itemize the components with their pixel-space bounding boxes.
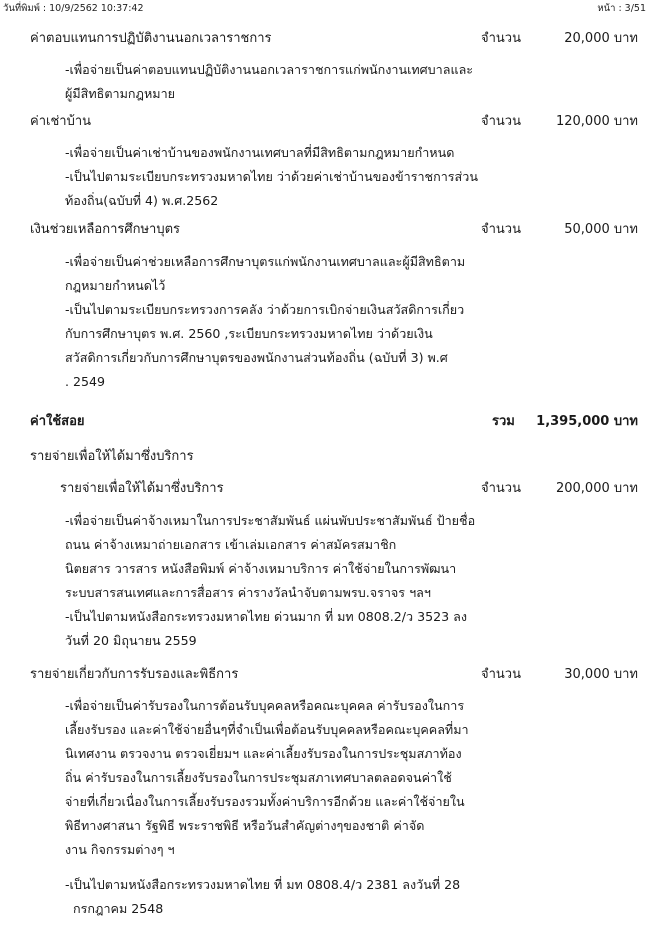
desc-line: -เพื่อจ่ายเป็นค่าเช่าบ้านของพนักงานเทศบาลที่มีสิทธิตามกฎหมายกำหนด: [65, 145, 455, 160]
desc-line: -เป็นไปตามระเบียบกระทรวงมหาดไทย ว่าด้วยค่าเช่าบ้านของข้าราชการส่วน: [65, 169, 478, 184]
item-title: ค่าตอบแทนการปฏิบัติงานนอกเวลาราชการ: [30, 31, 272, 46]
desc-line: -เพื่อจ่ายเป็นค่ารับรองในการต้อนรับบุคคลหรือคณะบุคคล ค่ารับรองในการ: [65, 698, 465, 713]
desc-line: กับการศึกษาบุตร พ.ศ. 2560 ,ระเบียบกระทรวงมหาดไทย ว่าด้วยเงิน: [65, 326, 433, 341]
desc-line: กรกฎาคม 2548: [73, 901, 164, 916]
desc-line: นิตยสาร วารสาร หนังสือพิมพ์ ค่าจ้างเหมาบริการ ค่าใช้จ่ายในการพัฒนา: [65, 561, 457, 576]
item-title: รายจ่ายเกี่ยวกับการรับรองและพิธีการ: [30, 667, 239, 682]
total-label: รวม: [492, 414, 515, 429]
page-number: หน้า : 3/51: [597, 3, 646, 14]
expenses-total-row: [0, 410, 650, 434]
desc-line: วันที่ 20 มิถุนายน 2559: [65, 633, 197, 648]
item-amount: 200,000 บาท: [555, 481, 638, 496]
item-amount: 30,000 บาท: [564, 667, 638, 682]
desc-line: -เพื่อจ่ายเป็นค่าจ้างเหมาในการประชาสัมพันธ์ แผ่นพับประชาสัมพันธ์ ป้ายชื่อ: [65, 513, 476, 528]
item-unit: จำนวน: [481, 31, 521, 46]
total-amount: 1,395,000 บาท: [536, 414, 638, 429]
item-title: รายจ่ายเพื่อให้ได้มาซึ่งบริการ: [60, 481, 224, 496]
item-unit: จำนวน: [481, 667, 521, 682]
subsection-heading: [0, 445, 650, 469]
desc-line: -เพื่อจ่ายเป็นค่าตอบแทนปฏิบัติงานนอกเวลาราชการแก่พนักงานเทศบาลและ: [65, 62, 474, 77]
item-unit: จำนวน: [481, 114, 521, 129]
item-title: ค่าเช่าบ้าน: [30, 114, 92, 129]
desc-line: กฎหมายกำหนดไว้: [65, 278, 166, 293]
desc-line: นิเทศงาน ตรวจงาน ตรวจเยี่ยมฯ และค่าเลี้ยงรับรองในการประชุมสภาท้อง: [65, 746, 462, 761]
item-education: [0, 218, 650, 242]
item-unit: จำนวน: [481, 481, 521, 496]
desc-line: ท้องถิ่น(ฉบับที่ 4) พ.ศ.2562: [65, 193, 219, 208]
item-title: เงินช่วยเหลือการศึกษาบุตร: [30, 222, 181, 237]
desc-line: ถิ่น ค่ารับรองในการเลี้ยงรับรองในการประชุมสภาเทศบาลตลอดจนค่าใช้: [65, 770, 452, 785]
item-amount: 120,000 บาท: [555, 114, 638, 129]
desc-line: . 2549: [65, 374, 106, 389]
desc-line: -เป็นไปตามระเบียบกระทรวงการคลัง ว่าด้วยการเบิกจ่ายเงินสวัสดิการเกี่ยว: [65, 302, 465, 317]
desc-line: ถนน ค่าจ้างเหมาถ่ายเอกสาร เข้าเล่มเอกสาร ค่าสมัครสมาชิก: [65, 537, 397, 552]
desc-line: พิธีทางศาสนา รัฐพิธี พระราชพิธี หรือวันสำคัญต่างๆของชาติ ค่าจัด: [65, 818, 425, 833]
item-reception: [0, 663, 650, 687]
section-title: ค่าใช้สอย: [30, 414, 85, 429]
item-housing: [0, 110, 650, 134]
item-unit: จำนวน: [481, 222, 521, 237]
desc-line: งาน กิจกรรมต่างๆ ฯ: [65, 842, 175, 857]
print-date: วันที่พิมพ์ : 10/9/2562 10:37:42: [3, 3, 144, 14]
item-services: [0, 477, 650, 501]
desc-line: สวัสดิการเกี่ยวกับการศึกษาบุตรของพนักงานส่วนท้องถิ่น (ฉบับที่ 3) พ.ศ: [65, 350, 448, 365]
desc-line: ผู้มีสิทธิตามกฎหมาย: [65, 86, 176, 101]
item-amount: 50,000 บาท: [564, 222, 638, 237]
desc-line: จ่ายที่เกี่ยวเนื่องในการเลี้ยงรับรองรวมทั้งค่าบริการอีกด้วย และค่าใช้จ่ายใน: [65, 794, 465, 809]
desc-line: เลี้ยงรับรอง และค่าใช้จ่ายอื่นๆที่จำเป็นเพื่อต้อนรับบุคคลหรือคณะบุคคลที่มา: [65, 722, 469, 737]
item-amount: 20,000 บาท: [564, 31, 638, 46]
desc-line: ระบบสารสนเทศและการสื่อสาร ค่ารางวัลนำจับตามพรบ.จราจร ฯลฯ: [65, 585, 431, 600]
desc-line: -เป็นไปตามหนังสือกระทรวงมหาดไทย ด่วนมาก ที่ มท 0808.2/ว 3523 ลง: [65, 609, 468, 624]
desc-line: -เพื่อจ่ายเป็นค่าช่วยเหลือการศึกษาบุตรแก่พนักงานเทศบาลและผู้มีสิทธิตาม: [65, 254, 466, 269]
item-overtime: [0, 27, 650, 51]
desc-line: -เป็นไปตามหนังสือกระทรวงมหาดไทย ที่ มท 0808.4/ว 2381 ลงวันที่ 28: [65, 877, 461, 892]
subsection-title: รายจ่ายเพื่อให้ได้มาซึ่งบริการ: [30, 449, 194, 464]
